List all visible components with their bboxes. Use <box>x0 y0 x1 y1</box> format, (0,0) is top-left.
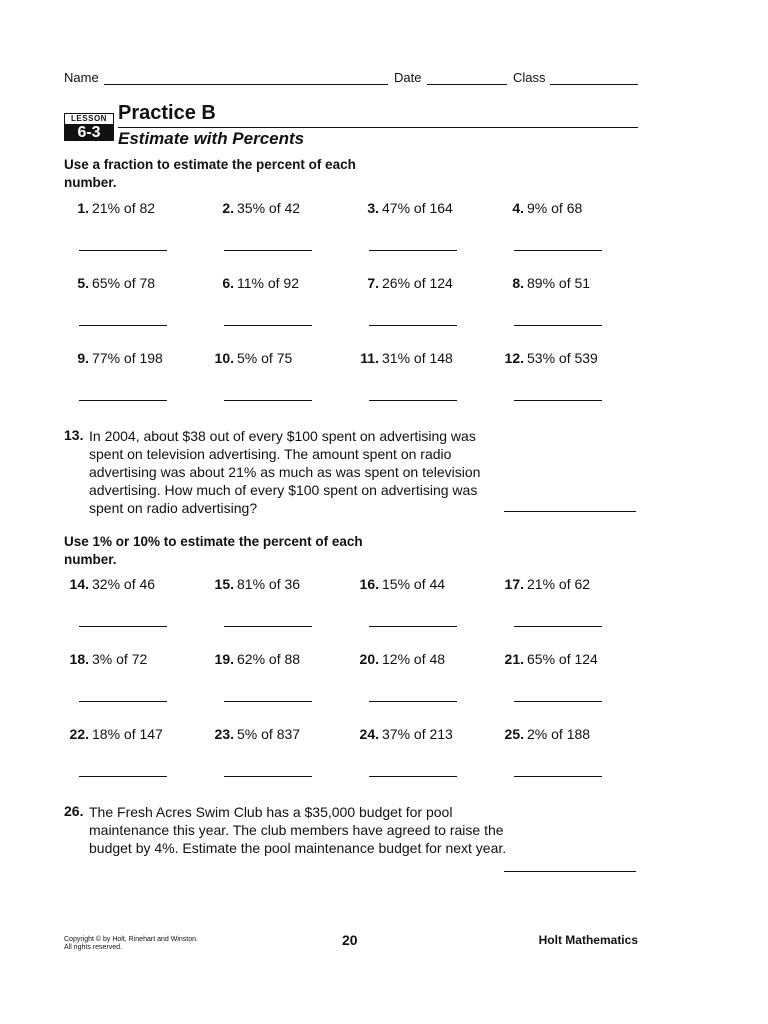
problem-number: 25. <box>504 726 524 742</box>
problem-number: 10. <box>214 350 234 366</box>
problem-text: The Fresh Acres Swim Club has a $35,000 budget for pool maintenance this year. The club members have agreed to raise the budget by 4%. Estimate the pool maintenance budget for next year. <box>89 804 507 856</box>
problem-item <box>64 726 209 786</box>
problem-number: 22. <box>69 726 89 742</box>
problem-number: 3. <box>367 200 379 216</box>
page-subtitle: Estimate with Percents <box>118 129 305 148</box>
problem-text: In 2004, about $38 out of every $100 spent on advertising was spent on television advertising. The amount spent on radio advertising was about 21% as much as was spent on television advertising. How much of every $100 spent on advertising was spent on radio advertising? <box>89 428 481 516</box>
problem-item <box>209 576 354 636</box>
problem-text: 81% of 36 <box>237 576 301 592</box>
problem-text: 31% of 148 <box>382 350 453 366</box>
copyright-line: All rights reserved. <box>64 944 122 951</box>
problem-row <box>64 350 639 410</box>
answer-blank[interactable] <box>79 776 167 777</box>
problem-number: 17. <box>504 576 524 592</box>
problem-text: 65% of 124 <box>527 651 598 667</box>
problem-item <box>354 726 499 786</box>
problem-item <box>64 275 209 335</box>
answer-blank[interactable] <box>514 250 602 251</box>
section1-problem-grid <box>64 200 639 420</box>
problem-text: 47% of 164 <box>382 200 453 216</box>
problem-text: 62% of 88 <box>237 651 301 667</box>
problem-number: 16. <box>359 576 379 592</box>
problem-number: 24. <box>359 726 379 742</box>
answer-blank[interactable] <box>224 626 312 627</box>
problem-item <box>499 200 644 260</box>
problem-text: 5% of 837 <box>237 726 301 742</box>
problem-number: 14. <box>69 576 89 592</box>
answer-blank[interactable] <box>369 776 457 777</box>
word-problem-26 <box>64 803 639 875</box>
problem-number: 8. <box>512 275 524 291</box>
name-label: Name <box>64 70 99 85</box>
problem-number: 19. <box>214 651 234 667</box>
answer-blank[interactable] <box>514 701 602 702</box>
problem-number: 21. <box>504 651 524 667</box>
problem-item <box>64 576 209 636</box>
answer-blank[interactable] <box>79 400 167 401</box>
problem-item <box>64 651 209 711</box>
answer-blank[interactable] <box>79 250 167 251</box>
problem-item <box>209 275 354 335</box>
problem-text: 53% of 539 <box>527 350 598 366</box>
problem-item <box>354 576 499 636</box>
problem-item <box>499 275 644 335</box>
title-divider <box>118 127 638 128</box>
problem-item <box>354 200 499 260</box>
problem-text: 15% of 44 <box>382 576 446 592</box>
problem-number: 20. <box>359 651 379 667</box>
problem-number: 2. <box>222 200 234 216</box>
section2-problem-grid <box>64 576 639 796</box>
student-info-row <box>64 68 638 88</box>
problem-item <box>354 651 499 711</box>
problem-item <box>499 350 644 410</box>
lesson-badge-label: LESSON <box>64 113 114 125</box>
problem-text: 11% of 92 <box>237 275 300 291</box>
problem-item <box>209 726 354 786</box>
problem-text: 12% of 48 <box>382 651 446 667</box>
problem-number: 1. <box>77 200 89 216</box>
problem-item <box>499 651 644 711</box>
problem-item <box>64 200 209 260</box>
answer-blank[interactable] <box>369 400 457 401</box>
problem-item <box>209 651 354 711</box>
problem-text: 2% of 188 <box>527 726 591 742</box>
answer-blank[interactable] <box>504 511 636 512</box>
answer-blank[interactable] <box>514 776 602 777</box>
answer-blank[interactable] <box>224 400 312 401</box>
publisher-brand: Holt Mathematics <box>538 933 638 947</box>
problem-row <box>64 651 639 711</box>
problem-item <box>354 275 499 335</box>
name-field[interactable] <box>104 84 388 85</box>
lesson-number: 6-3 <box>64 125 114 141</box>
answer-blank[interactable] <box>514 325 602 326</box>
word-problem-13 <box>64 427 639 517</box>
problem-row <box>64 726 639 786</box>
answer-blank[interactable] <box>79 325 167 326</box>
answer-blank[interactable] <box>369 626 457 627</box>
problem-number: 5. <box>77 275 89 291</box>
problem-item <box>209 350 354 410</box>
problem-number: 26. <box>64 803 84 819</box>
problem-text: 5% of 75 <box>237 350 293 366</box>
problem-text: 21% of 62 <box>527 576 591 592</box>
problem-text: 9% of 68 <box>527 200 583 216</box>
problem-text: 21% of 82 <box>92 200 156 216</box>
problem-number: 9. <box>77 350 89 366</box>
problem-text: 89% of 51 <box>527 275 591 291</box>
class-label: Class <box>513 70 546 85</box>
problem-item <box>64 350 209 410</box>
answer-blank[interactable] <box>79 626 167 627</box>
answer-blank[interactable] <box>224 701 312 702</box>
problem-number: 13. <box>64 427 84 443</box>
date-label: Date <box>394 70 422 85</box>
answer-blank[interactable] <box>79 701 167 702</box>
problem-item <box>499 726 644 786</box>
copyright-line: Copyright © by Holt, Rinehart and Winston. <box>64 936 198 943</box>
problem-text: 77% of 198 <box>92 350 163 366</box>
problem-number: 11. <box>360 350 379 366</box>
problem-number: 23. <box>214 726 234 742</box>
problem-text: 37% of 213 <box>382 726 453 742</box>
problem-row <box>64 275 639 335</box>
problem-text: 3% of 72 <box>92 651 148 667</box>
answer-blank[interactable] <box>369 325 457 326</box>
answer-blank[interactable] <box>504 871 636 872</box>
answer-blank[interactable] <box>514 626 602 627</box>
problem-item <box>354 350 499 410</box>
answer-blank[interactable] <box>224 776 312 777</box>
problem-number: 18. <box>69 651 89 667</box>
answer-blank[interactable] <box>224 325 312 326</box>
problem-text: 65% of 78 <box>92 275 156 291</box>
lesson-badge <box>64 113 114 141</box>
problem-item <box>499 576 644 636</box>
section1-instruction: Use a fraction to estimate the percent of each number. <box>64 157 356 190</box>
page-number: 20 <box>342 932 358 948</box>
answer-blank[interactable] <box>369 250 457 251</box>
problem-item <box>209 200 354 260</box>
problem-text: 18% of 147 <box>92 726 163 742</box>
class-field[interactable] <box>550 84 638 85</box>
problem-row <box>64 576 639 636</box>
problem-number: 7. <box>367 275 379 291</box>
problem-text: 32% of 46 <box>92 576 156 592</box>
problem-text: 35% of 42 <box>237 200 301 216</box>
answer-blank[interactable] <box>514 400 602 401</box>
page-title: Practice B <box>118 102 216 124</box>
date-field[interactable] <box>427 84 507 85</box>
problem-number: 6. <box>222 275 234 291</box>
problem-number: 4. <box>512 200 524 216</box>
problem-row <box>64 200 639 260</box>
problem-text: 26% of 124 <box>382 275 453 291</box>
problem-number: 15. <box>214 576 234 592</box>
section2-instruction: Use 1% or 10% to estimate the percent of each number. <box>64 534 363 567</box>
answer-blank[interactable] <box>369 701 457 702</box>
answer-blank[interactable] <box>224 250 312 251</box>
problem-number: 12. <box>504 350 524 366</box>
copyright-notice <box>64 936 244 952</box>
